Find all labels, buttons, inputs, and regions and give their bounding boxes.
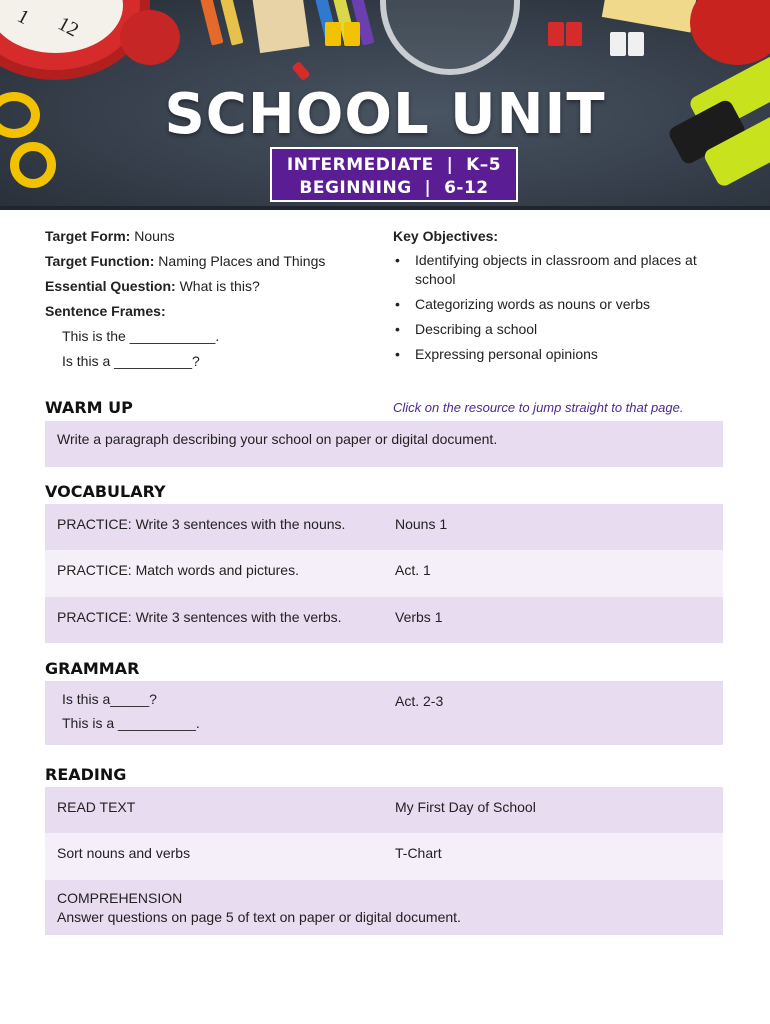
binder-clip-icon	[628, 32, 644, 56]
grammar-frame: This is a __________.	[62, 715, 200, 731]
section-title-warm-up: WARM UP	[45, 398, 133, 417]
sentence-frame: Is this a __________?	[62, 353, 200, 369]
magnifying-glass-icon	[380, 0, 520, 75]
vocabulary-row[interactable]	[45, 597, 723, 643]
grammar-task	[62, 687, 392, 735]
sentence-frame: This is the ___________.	[62, 328, 220, 344]
key-objectives-label: Key Objectives:	[393, 228, 499, 244]
binder-clip-icon	[610, 32, 626, 56]
comprehension-row[interactable]	[45, 880, 723, 935]
scissors-handle-icon	[10, 142, 56, 188]
notepad-icon	[602, 0, 698, 32]
binder-clip-icon	[325, 22, 341, 46]
objective-item: • Identifying objects in classroom and places at school	[393, 251, 733, 289]
target-function	[45, 251, 385, 276]
comprehension-title: COMPREHENSION	[57, 890, 183, 906]
grammar-row[interactable]	[45, 681, 723, 745]
objective-item: • Describing a school	[393, 320, 733, 339]
level-intermediate: INTERMEDIATE | K–5	[286, 155, 502, 175]
target-form-label: Target Form:	[45, 228, 131, 244]
reading-task: READ TEXT	[57, 799, 136, 815]
key-objectives	[393, 226, 733, 370]
vocabulary-task: PRACTICE: Write 3 sentences with the verbs.	[57, 609, 342, 625]
vocabulary-resource-link[interactable]: Verbs 1	[395, 609, 443, 625]
vocabulary-task: PRACTICE: Match words and pictures.	[57, 562, 299, 578]
target-function-label: Target Function:	[45, 253, 155, 269]
reading-row[interactable]	[45, 833, 723, 880]
objectives-list	[393, 251, 733, 364]
level-beginning: BEGINNING | 6-12	[299, 178, 489, 198]
section-title-grammar: GRAMMAR	[45, 659, 140, 678]
jump-instruction: Click on the resource to jump straight to that page.	[393, 400, 684, 415]
apple-icon	[690, 0, 770, 65]
reading-resource-link[interactable]: My First Day of School	[395, 799, 536, 815]
clock-bell-icon	[120, 10, 180, 65]
essential-question-value: What is this?	[179, 278, 260, 294]
unit-targets	[45, 226, 385, 376]
clock-face	[0, 0, 123, 53]
clock-number: 12	[54, 12, 83, 42]
pushpin-icon	[291, 61, 310, 81]
reading-row[interactable]	[45, 787, 723, 833]
binder-clip-icon	[548, 22, 564, 46]
clock-number: 1	[13, 4, 33, 30]
target-form-value: Nouns	[134, 228, 175, 244]
section-title-vocabulary: VOCABULARY	[45, 482, 166, 501]
page-title: SCHOOL UNIT	[164, 82, 606, 147]
binder-clip-icon	[344, 22, 360, 46]
binder-clip-icon	[566, 22, 582, 46]
warm-up-task: Write a paragraph describing your school on paper or digital document.	[57, 431, 498, 447]
vocabulary-row[interactable]	[45, 550, 723, 597]
warm-up-row[interactable]	[45, 421, 723, 467]
objective-item: • Expressing personal opinions	[393, 345, 733, 364]
sentence-frames-label: Sentence Frames:	[45, 303, 166, 319]
grammar-frame: Is this a_____?	[62, 691, 157, 707]
target-function-value: Naming Places and Things	[158, 253, 326, 269]
header-banner	[0, 0, 770, 210]
comprehension-text: Answer questions on page 5 of text on paper or digital document.	[57, 909, 461, 925]
objective-item: • Categorizing words as nouns or verbs	[393, 295, 733, 314]
grammar-resource-link[interactable]: Act. 2-3	[395, 693, 444, 709]
reading-resource-link[interactable]: T-Chart	[395, 845, 442, 861]
ruler-icon	[250, 0, 309, 53]
vocabulary-resource-link[interactable]: Nouns 1	[395, 516, 448, 532]
level-badge	[270, 147, 518, 202]
comprehension-task	[57, 889, 717, 927]
vocabulary-row[interactable]	[45, 504, 723, 550]
sentence-frames	[45, 301, 385, 326]
vocabulary-task: PRACTICE: Write 3 sentences with the nouns.	[57, 516, 346, 532]
target-form	[45, 226, 385, 251]
essential-question	[45, 276, 385, 301]
pencil-icon	[199, 0, 224, 46]
vocabulary-resource-link[interactable]: Act. 1	[395, 562, 431, 578]
section-title-reading: READING	[45, 765, 127, 784]
essential-question-label: Essential Question:	[45, 278, 176, 294]
reading-task: Sort nouns and verbs	[57, 845, 191, 861]
